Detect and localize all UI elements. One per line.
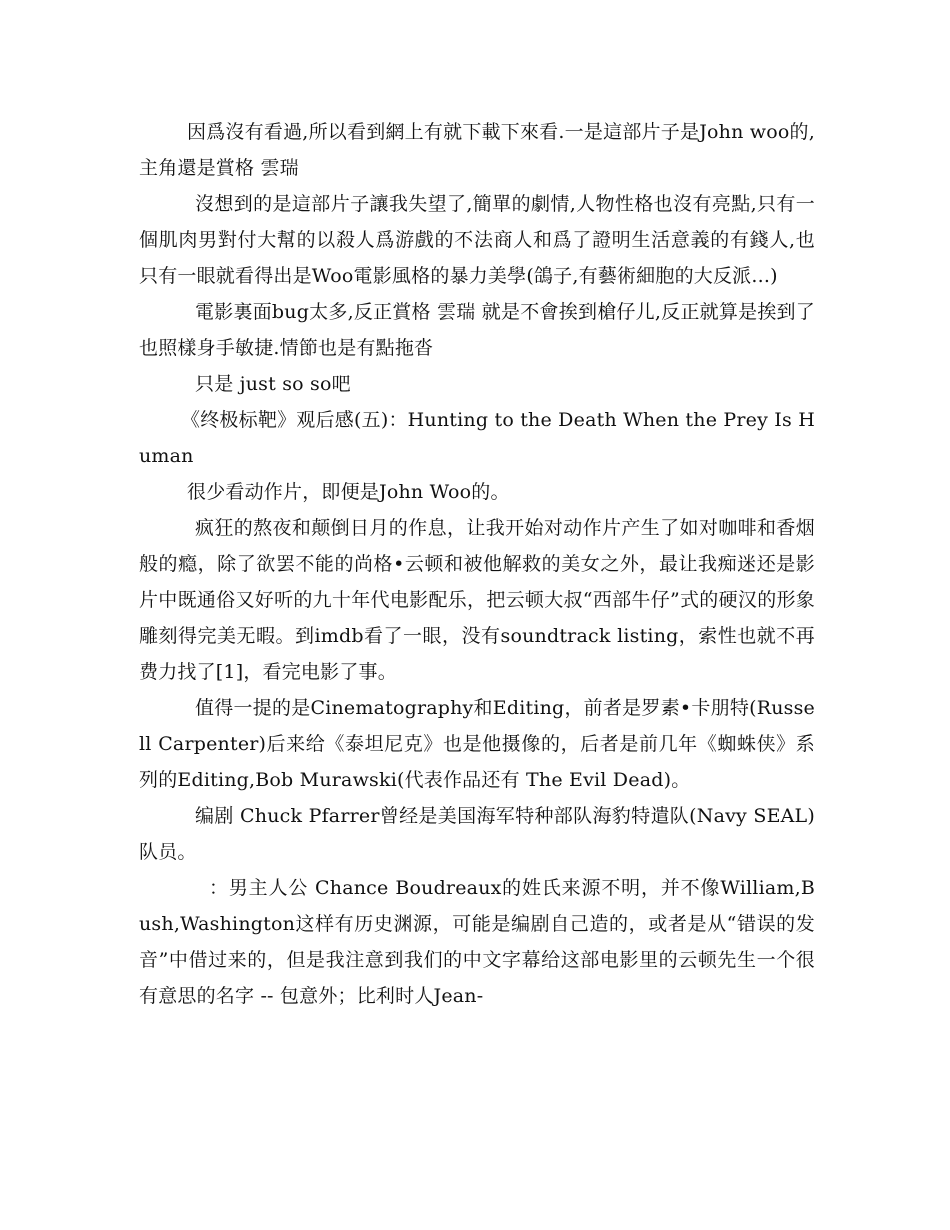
paragraph-action-movies: 很少看动作片，即便是John Woo的。 (187, 481, 510, 503)
paragraph-verdict: 只是 just so so吧 (195, 373, 351, 395)
document-body (139, 114, 815, 1014)
paragraph-protagonist-name: ：男主人公 Chance Boudreaux的姓氏来源不明，并不像William,Bush,Washington这样有历史渊源，可能是编剧自己造的，或者是从“错误的发音”中借过来的，但是我注意到我们的中文字幕给这部电影里的云顿先生一个很有意思的名字 -- 包意外；比利时人Jean- (139, 877, 815, 1007)
paragraph-intro: 因爲沒有看過,所以看到網上有就下載下來看.一是這部片子是John woo的,主角還是賞格 雲瑞 (139, 121, 815, 179)
paragraph-bugs: 電影裏面bug太多,反正賞格 雲瑞 就是不會挨到槍仔儿,反正就算是挨到了也照樣身手敏捷.情節也是有點拖沓 (139, 301, 815, 359)
paragraph-soundtrack: 疯狂的熬夜和颠倒日月的作息，让我开始对动作片产生了如对咖啡和香烟般的瘾，除了欲罢不能的尚格•云顿和被他解救的美女之外，最让我痴迷还是影片中既通俗又好听的九十年代电影配乐，把云顿大叔“西部牛仔”式的硬汉的形象雕刻得完美无暇。到imdb看了一眼，没有soundtrack listing，索性也就不再费力找了[1]，看完电影了事。 (139, 517, 815, 683)
review-title: 《终极标靶》观后感(五)：Hunting to the Death When the Prey Is Human (139, 409, 815, 467)
paragraph-crew: 值得一提的是Cinematography和Editing，前者是罗素•卡朋特(Russell Carpenter)后来给《泰坦尼克》也是他摄像的，后者是前几年《蜘蛛侠》系列的Editing,Bob Murawski(代表作品还有 The Evil Dead)。 (139, 697, 815, 791)
paragraph-disappointment: 沒想到的是這部片子讓我失望了,簡單的劇情,人物性格也沒有亮點,只有一個肌肉男對付大幫的以殺人爲游戲的不法商人和爲了證明生活意義的有錢人,也只有一眼就看得出是Woo電影風格的暴力美學(鴿子,有藝術細胞的大反派...) (139, 193, 815, 287)
paragraph-writer: 编剧 Chuck Pfarrer曾经是美国海军特种部队海豹特遣队(Navy SEAL)队员。 (139, 805, 815, 863)
